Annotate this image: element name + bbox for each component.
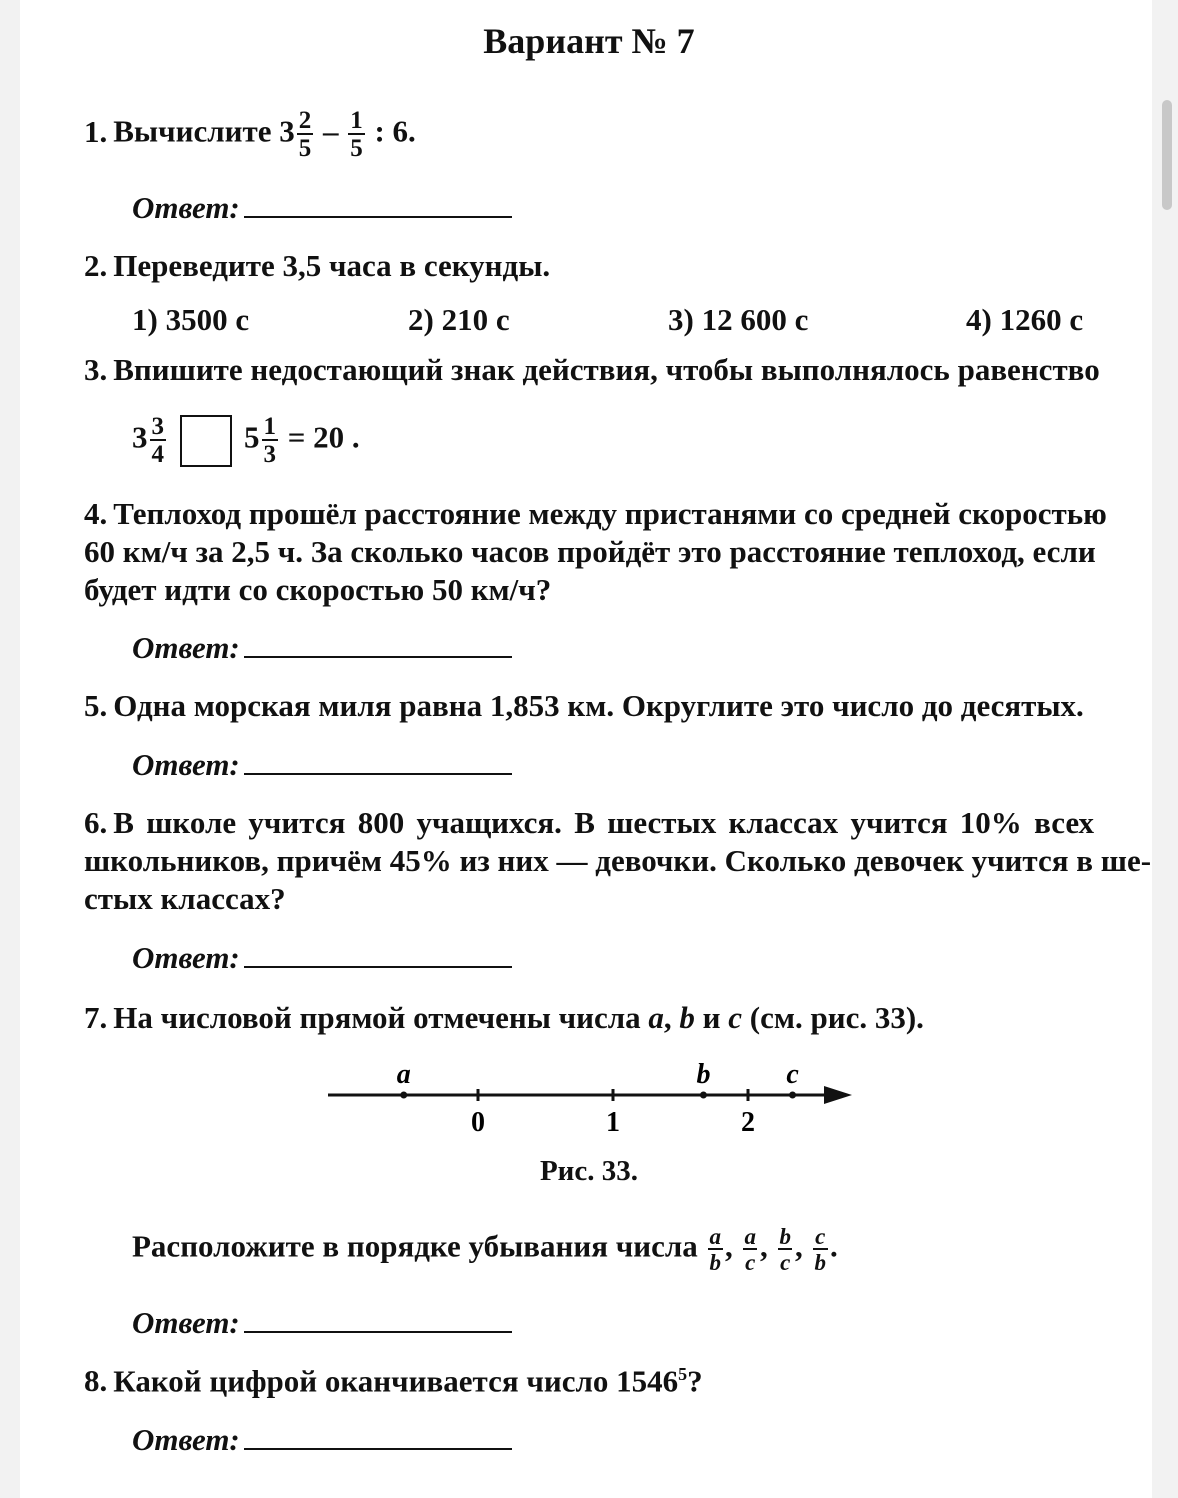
fraction: $\frac{3}{4}$ <box>151 413 164 468</box>
order-task: Расположите в порядке убывания числа $\frac{a}{b}$ , $\frac{a}{c}$ , $\frac{b}{c}$ , $\frac{c}{b}$ . <box>132 1224 838 1275</box>
fraction-c-over-b: $\frac{c}{b}$ <box>814 1224 827 1275</box>
fraction-a-over-c: $\frac{a}{c}$ <box>744 1224 757 1275</box>
number-line-figure <box>0 1055 1178 1155</box>
page-frame-left <box>0 0 20 1498</box>
tick-label-0: 0 <box>471 1107 485 1138</box>
sign-input-box[interactable] <box>180 415 232 467</box>
question-6-line-2: школьников, причём 45% из них — девочки. Сколько девочек учится в ше- <box>84 843 1152 878</box>
option-3[interactable]: 3) 12 600 с <box>668 302 809 337</box>
option-4[interactable]: 4) 1260 с <box>966 302 1084 337</box>
point-label-c: c <box>786 1059 799 1090</box>
answer-line[interactable] <box>244 634 512 658</box>
question-3: 3. Впишите недостающий знак действия, чтобы выполнялось равенство <box>84 352 1100 387</box>
question-4-line-1: 4. Теплоход прошёл расстояние между пристанями со средней скоростью <box>84 496 1107 531</box>
answer-field-5[interactable]: Ответ: <box>132 747 512 783</box>
question-4-line-3: будет идти со скоростью 50 км/ч? <box>84 572 552 607</box>
answer-line[interactable] <box>244 1426 512 1450</box>
question-6-line-1: 6. В школе учится 800 учащихся. В шестых классах учится 10% всех <box>84 805 1094 840</box>
option-2[interactable]: 2) 210 с <box>408 302 510 337</box>
answer-line[interactable] <box>244 944 512 968</box>
fraction: $\frac{2}{5}$ <box>298 107 312 162</box>
question-7: 7. На числовой прямой отмечены числа a, b и c (см. рис. 33). <box>84 1000 924 1035</box>
question-4-line-2: 60 км/ч за 2,5 ч. За сколько часов пройдёт это расстояние теплоход, если <box>84 534 1096 569</box>
point-c <box>789 1092 796 1099</box>
fraction-b-over-c: $\frac{b}{c}$ <box>779 1224 792 1275</box>
tick-label-2: 2 <box>741 1107 755 1138</box>
fraction-a-over-b: $\frac{a}{b}$ <box>709 1224 722 1275</box>
answer-field-7[interactable]: Ответ: <box>132 1305 512 1341</box>
question-1: 1. Вычислите 3 $\frac{2}{5}$ – $\frac{1}{5}$ : 6. <box>84 107 416 162</box>
option-1[interactable]: 1) 3500 с <box>132 302 250 337</box>
question-6-line-3: стых классах? <box>84 881 286 916</box>
fraction: $\frac{1}{5}$ <box>350 107 363 162</box>
page-title: Вариант № 7 <box>483 21 695 61</box>
page-frame-right <box>1152 0 1178 1498</box>
answer-field-1[interactable]: Ответ: <box>132 190 512 226</box>
answer-field-6[interactable]: Ответ: <box>132 940 512 976</box>
fraction: $\frac{1}{3}$ <box>263 413 276 468</box>
equation-3: 3 $\frac{3}{4}$ 5 $\frac{1}{3}$ = 20 . <box>132 413 360 468</box>
question-2: 2. Переведите 3,5 часа в секунды. <box>84 248 551 283</box>
answer-line[interactable] <box>244 1309 512 1333</box>
question-5: 5. Одна морская миля равна 1,853 км. Округлите это число до десятых. <box>84 688 1084 723</box>
figure-caption: Рис. 33. <box>539 1155 639 1187</box>
point-label-b: b <box>696 1059 711 1090</box>
answer-field-8[interactable]: Ответ: <box>132 1422 512 1458</box>
point-a <box>400 1092 407 1099</box>
point-b <box>700 1092 707 1099</box>
point-label-a: a <box>396 1059 411 1090</box>
number-line-arrow <box>824 1086 852 1104</box>
question-8: 8. Какой цифрой оканчивается число 1546$^5$? <box>84 1363 703 1399</box>
answer-line[interactable] <box>244 194 512 218</box>
scrollbar-thumb[interactable] <box>1162 100 1172 210</box>
answer-line[interactable] <box>244 751 512 775</box>
answer-field-4[interactable]: Ответ: <box>132 630 512 666</box>
tick-label-1: 1 <box>606 1107 620 1138</box>
